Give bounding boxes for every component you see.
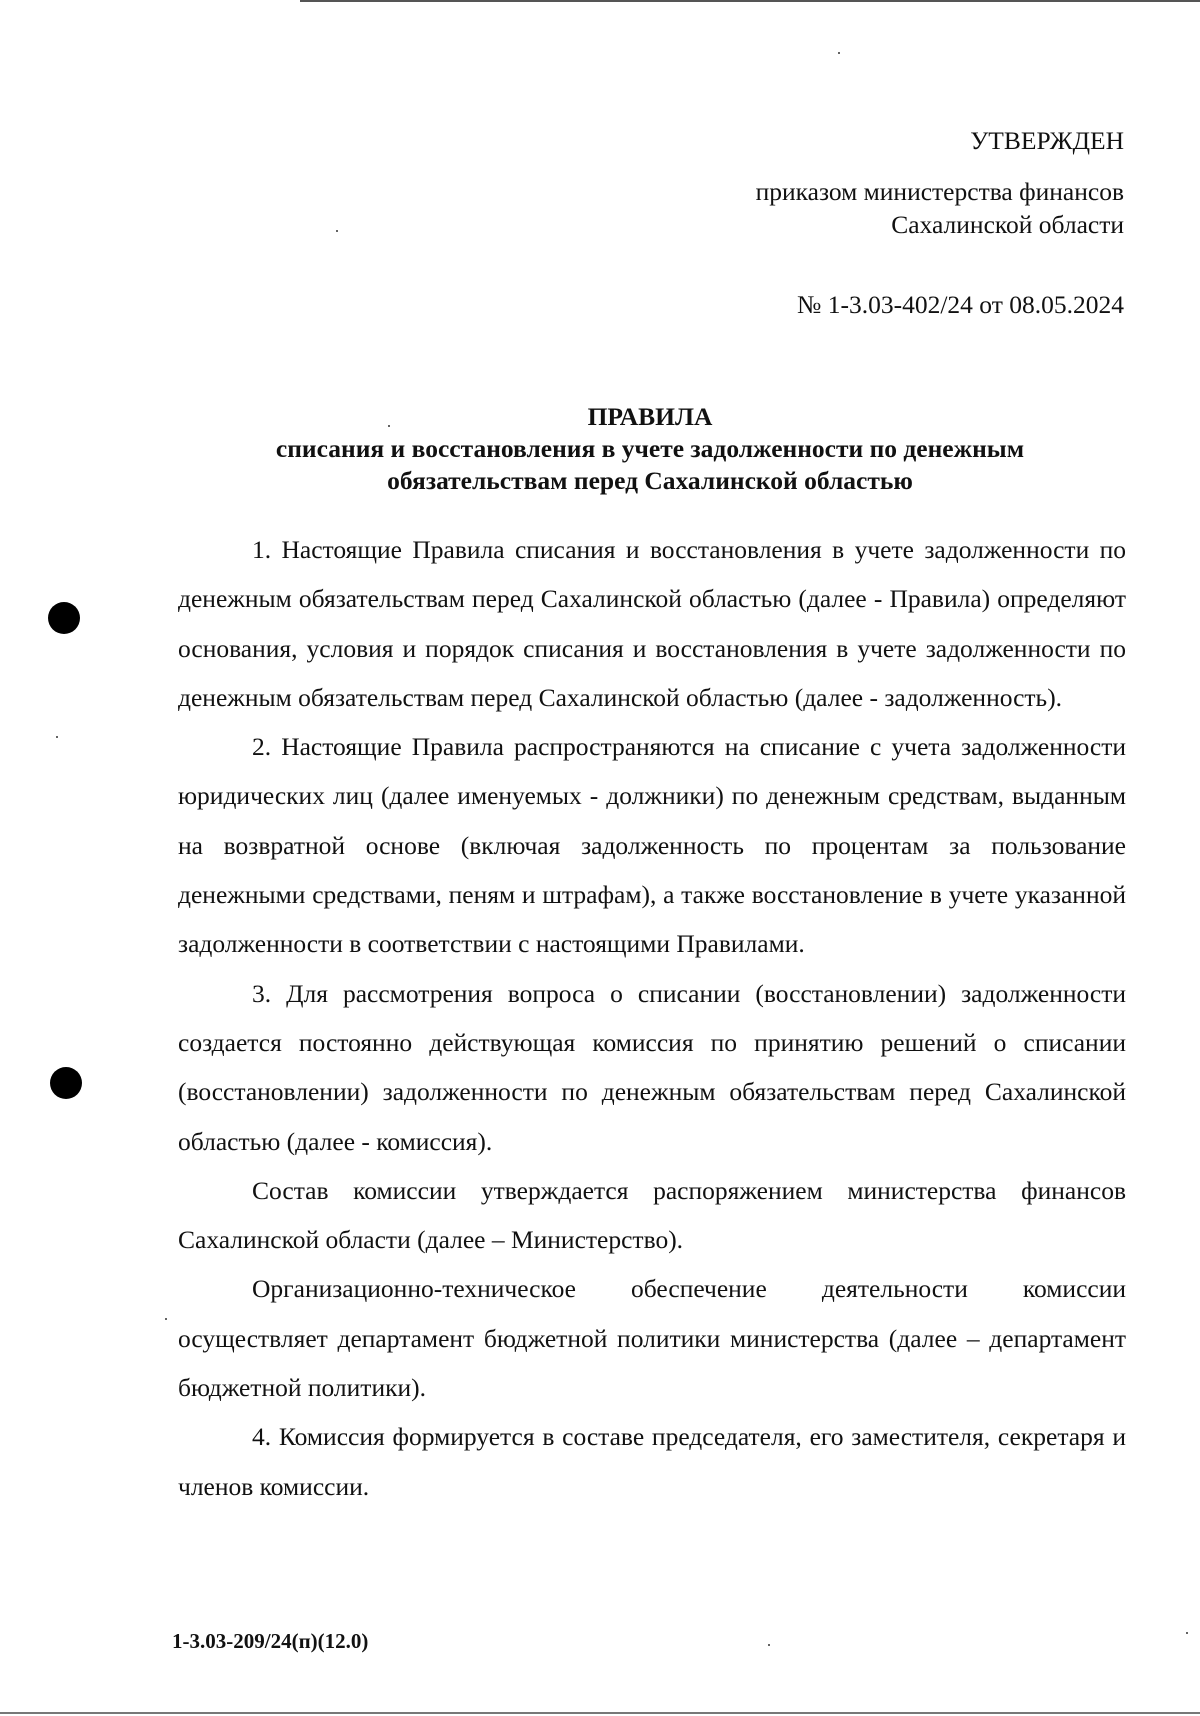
document-heading — [160, 401, 1140, 497]
document-code: 1-3.03-209/24(п)(12.0) — [172, 1629, 369, 1653]
paragraph-commission-composition: Состав комиссии утверждается распоряжением министерства финансов Сахалинской области (далее – Министерство). — [178, 1175, 1126, 1255]
approval-order-number: № 1-3.03-402/24 от 08.05.2024 — [797, 290, 1124, 319]
approval-order-line: Сахалинской области — [891, 210, 1124, 239]
approval-order-reference — [756, 175, 1124, 241]
scan-speck — [56, 736, 58, 738]
scan-edge-top — [300, 0, 1200, 2]
scan-speck — [336, 230, 338, 232]
document-body — [178, 525, 1126, 1511]
document-title: ПРАВИЛА — [587, 402, 713, 431]
scan-speck — [768, 1644, 770, 1646]
scan-speck — [1186, 1632, 1188, 1634]
approval-stamp-title: УТВЕРЖДЕН — [970, 126, 1124, 155]
paragraph-commission-support: Организационно-техническое обеспечение деятельности комиссии осуществляет департамент бюджетной политики министерства (далее – департамент бюджетной политики). — [178, 1274, 1126, 1403]
punch-hole-lower — [50, 1067, 82, 1099]
punch-hole-upper — [48, 602, 80, 634]
paragraph-2: 2. Настоящие Правила распространяются на списание с учета задолженности юридических лиц (далее именуемых - должники) по денежным средствам, выданным на возвратной основе (включая задолженность по процентам за пользование денежными средствами, пеням и штрафам), а также восстановление в учете указанной задолженности в соответствии с настоящими Правилами. — [178, 732, 1126, 959]
paragraph-3: 3. Для рассмотрения вопроса о списании (восстановлении) задолженности создается постоянно действующая комиссия по принятию решений о списании (восстановлении) задолженности по денежным обязательствам перед Сахалинской областью (далее - комиссия). — [178, 978, 1126, 1156]
scan-edge-bottom — [0, 1712, 1200, 1714]
paragraph-4: 4. Комиссия формируется в составе председателя, его заместителя, секретаря и членов комиссии. — [178, 1422, 1126, 1501]
paragraph-1: 1. Настоящие Правила списания и восстановления в учете задолженности по денежным обязательствам перед Сахалинской областью (далее - Правила) определяют основания, условия и порядок списания и восстановления в учете задолженности по денежным обязательствам перед Сахалинской областью (далее - задолженность). — [178, 535, 1126, 712]
scan-speck — [838, 52, 840, 54]
scan-speck — [165, 1318, 167, 1320]
document-subtitle-line: списания и восстановления в учете задолженности по денежным — [275, 434, 1025, 463]
approval-order-line: приказом министерства финансов — [755, 177, 1124, 206]
document-subtitle-line: обязательствам перед Сахалинской областью — [387, 466, 913, 495]
